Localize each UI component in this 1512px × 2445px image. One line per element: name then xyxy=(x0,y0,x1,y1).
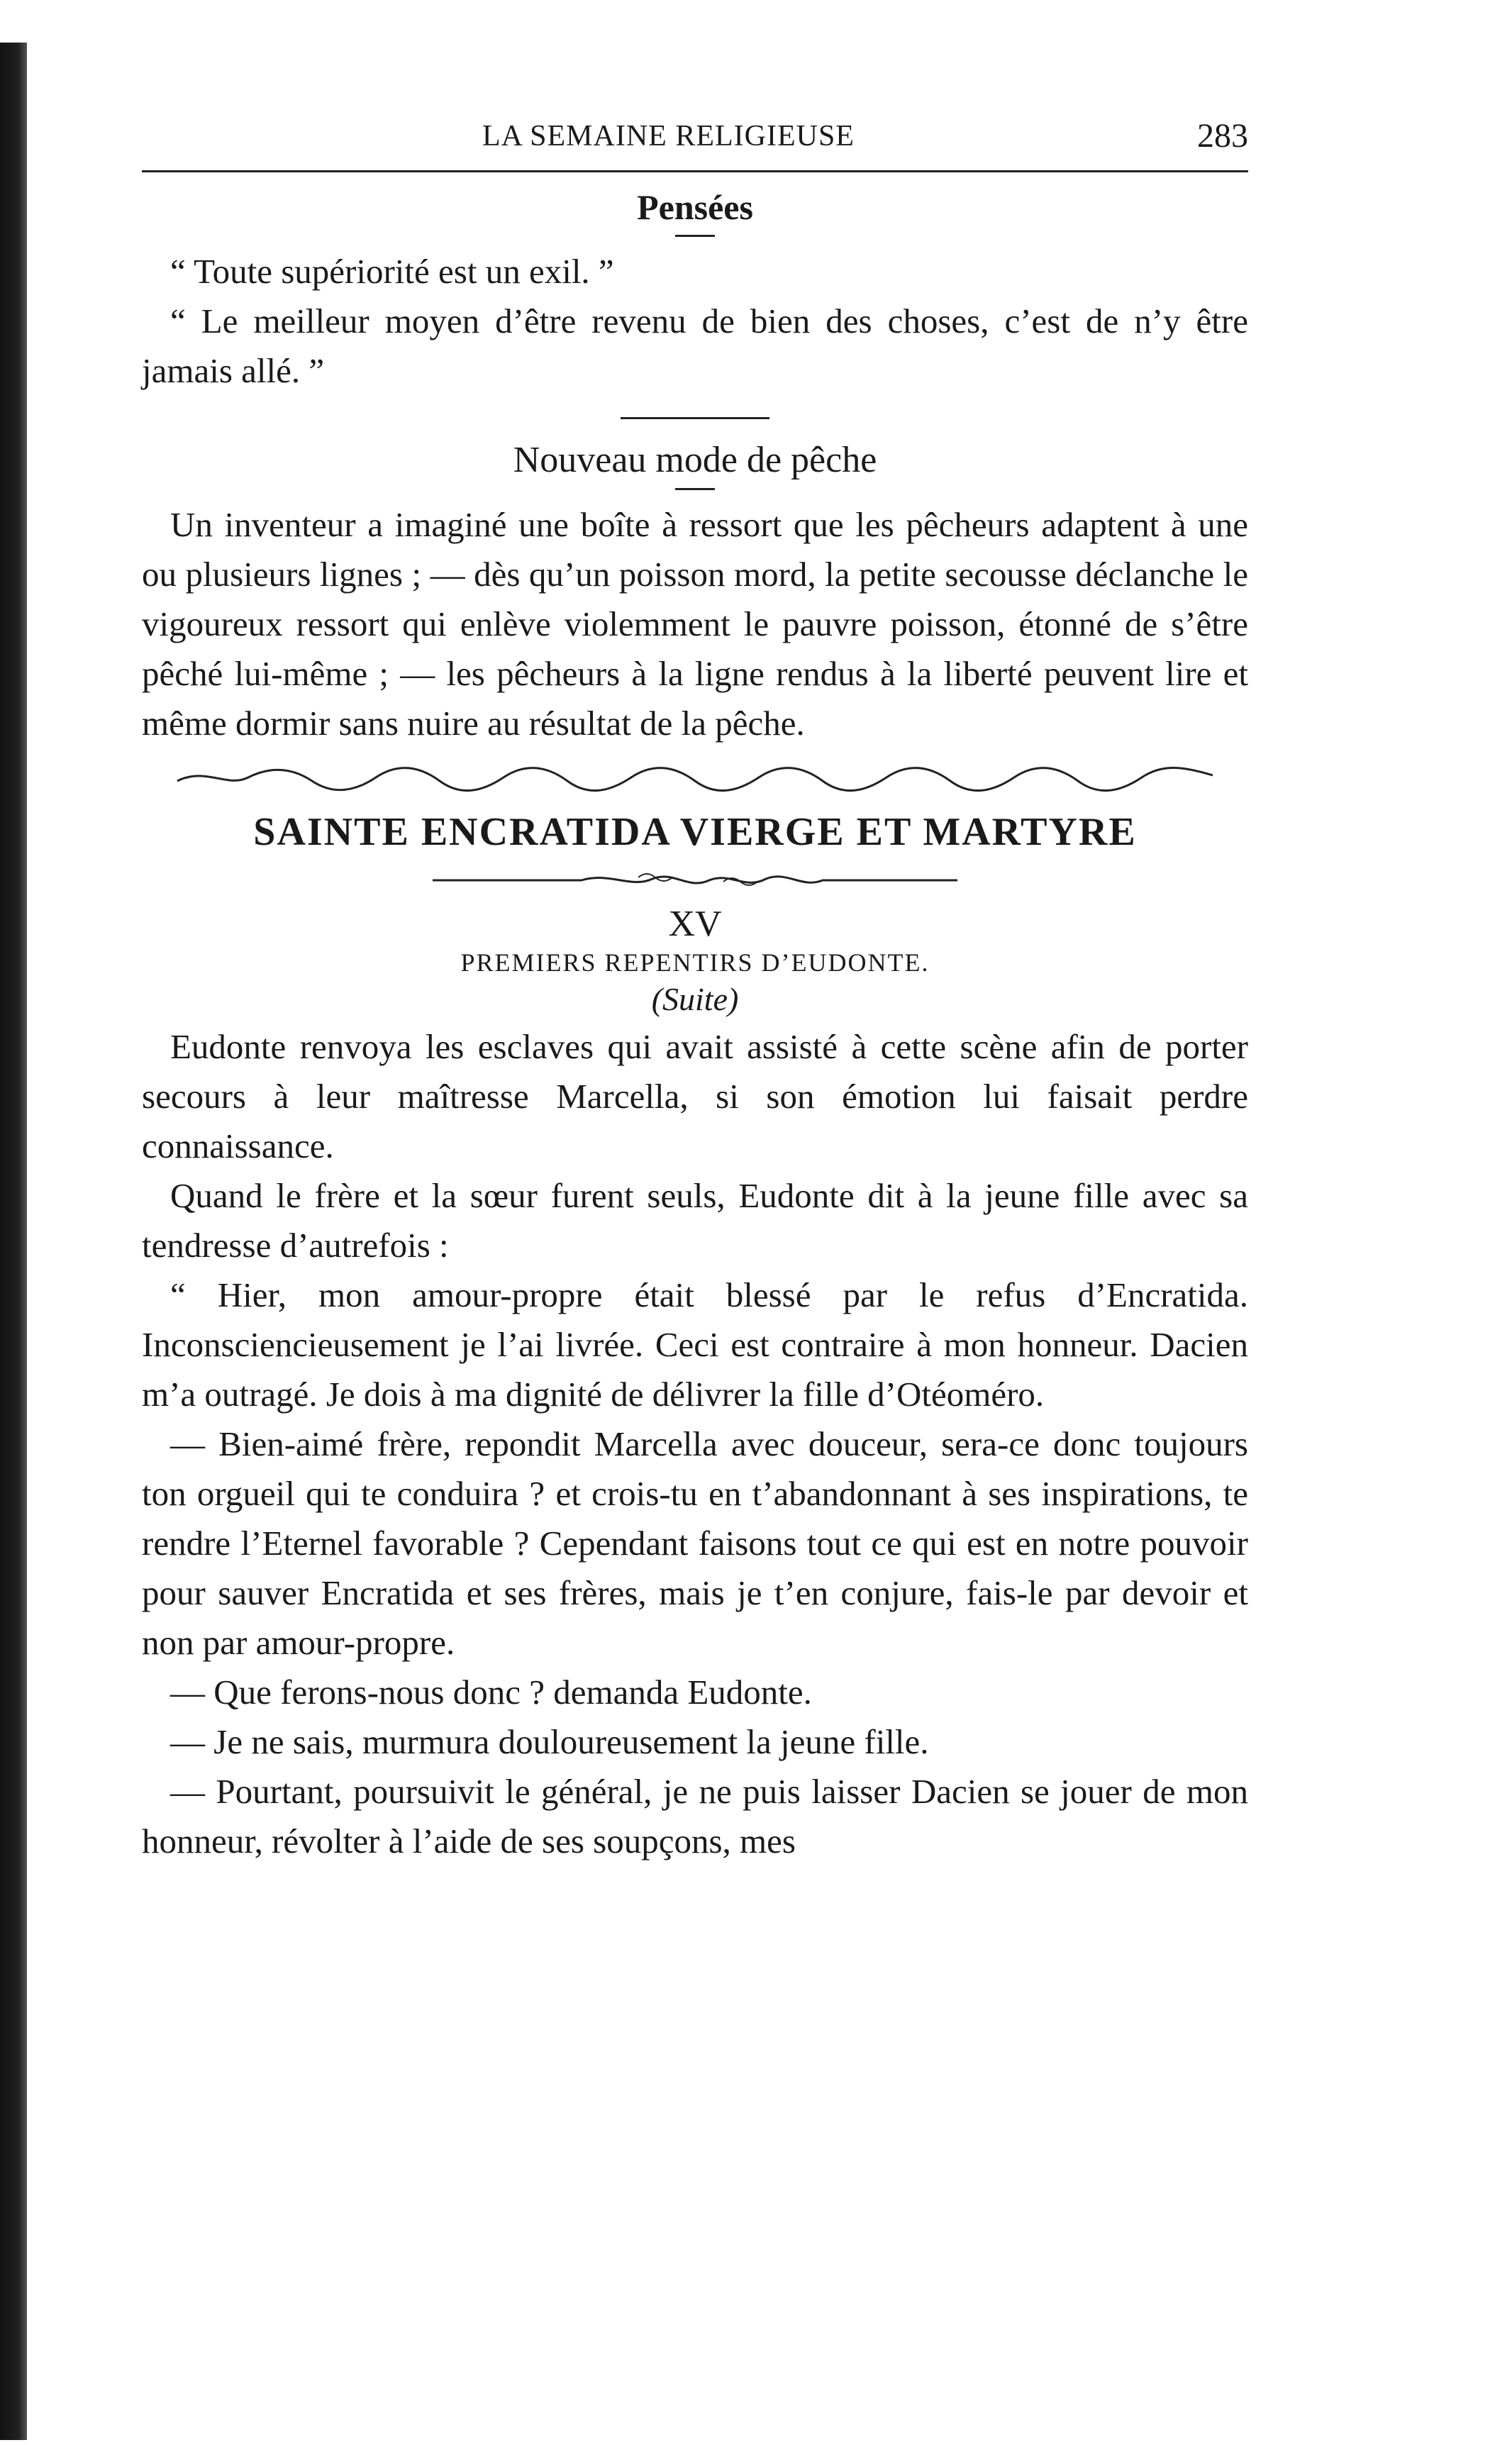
peche-title: Nouveau mode de pêche xyxy=(513,440,877,480)
peche-section xyxy=(142,439,1248,748)
story-paragraph: “ Hier, mon amour-propre était blessé par le refus d’Encratida. Inconsciencieusement je l’ai livrée. Ceci est contraire à mon honneur. Dacien m’a outragé. Je dois à ma dignité de délivrer la fille d’Otéoméro. xyxy=(142,1275,1248,1414)
running-head xyxy=(142,106,1248,170)
story-paragraph: — Bien-aimé frère, repondit Marcella avec douceur, sera-ce donc toujours ton orgueil qui te conduira ? et crois-tu en t’abandonnant à ses inspirations, te rendre l’Eternel favorable ? Cependant faisons tout ce qui est en notre pouvoir pour sauver Encratida et ses frères, mais je t’en conjure, fais-le par devoir et non par amour-propre. xyxy=(142,1424,1248,1662)
story-paragraph: Eudonte renvoya les esclaves qui avait assisté à cette scène afin de porter secours à leur maîtresse Marcella, si son émotion lui faisait perdre connaissance. xyxy=(142,1027,1248,1165)
section-separator xyxy=(621,417,769,419)
peche-paragraph: Un inventeur a imaginé une boîte à ressort que les pêcheurs adaptent à une ou plusieurs lignes ; — dès qu’un poisson mord, la petite secousse déclanche le vigoureux ressort qui enlève violemment le pauvre poisson, étonné de s’être pêché lui-même ; — les pêcheurs à la ligne rendus à la liberté peuvent lire et même dormir sans nuire au résultat de la pêche. xyxy=(142,505,1248,743)
book-spine-edge xyxy=(0,43,27,2440)
pensees-dash xyxy=(675,235,715,237)
chapter-number: XV xyxy=(668,904,722,944)
story-title: SAINTE ENCRATIDA VIERGE ET MARTYRE xyxy=(253,810,1137,854)
flourish-ornament xyxy=(426,866,965,894)
page xyxy=(142,106,1248,1866)
running-title: LA SEMAINE RELIGIEUSE xyxy=(482,120,855,153)
story-paragraph: — Que ferons-nous donc ? demanda Eudonte. xyxy=(170,1673,812,1712)
story-paragraph: Quand le frère et la sœur furent seuls, Eudonte dit à la jeune fille avec sa tendresse d’autrefois : xyxy=(142,1176,1248,1265)
page-number: 283 xyxy=(1197,117,1248,155)
header-rule xyxy=(142,170,1248,172)
continued-label: (Suite) xyxy=(651,981,739,1017)
pensees-section xyxy=(142,187,1248,396)
chapter-title: PREMIERS REPENTIRS D’EUDONTE. xyxy=(460,948,930,977)
peche-dash xyxy=(675,488,715,490)
pensees-title: Pensées xyxy=(637,187,753,227)
wave-ornament xyxy=(163,760,1227,795)
pensee-1: “ Toute supériorité est un exil. ” xyxy=(170,252,614,291)
pensee-2: “ Le meilleur moyen d’être revenu de bien des choses, c’est de n’y être jamais allé. ” xyxy=(142,301,1248,390)
story-paragraph: — Je ne sais, murmura douloureusement la jeune fille. xyxy=(170,1722,929,1761)
story-paragraph: — Pourtant, poursuivit le général, je ne puis laisser Dacien se jouer de mon honneur, révolter à l’aide de ses soupçons, mes xyxy=(142,1772,1248,1861)
